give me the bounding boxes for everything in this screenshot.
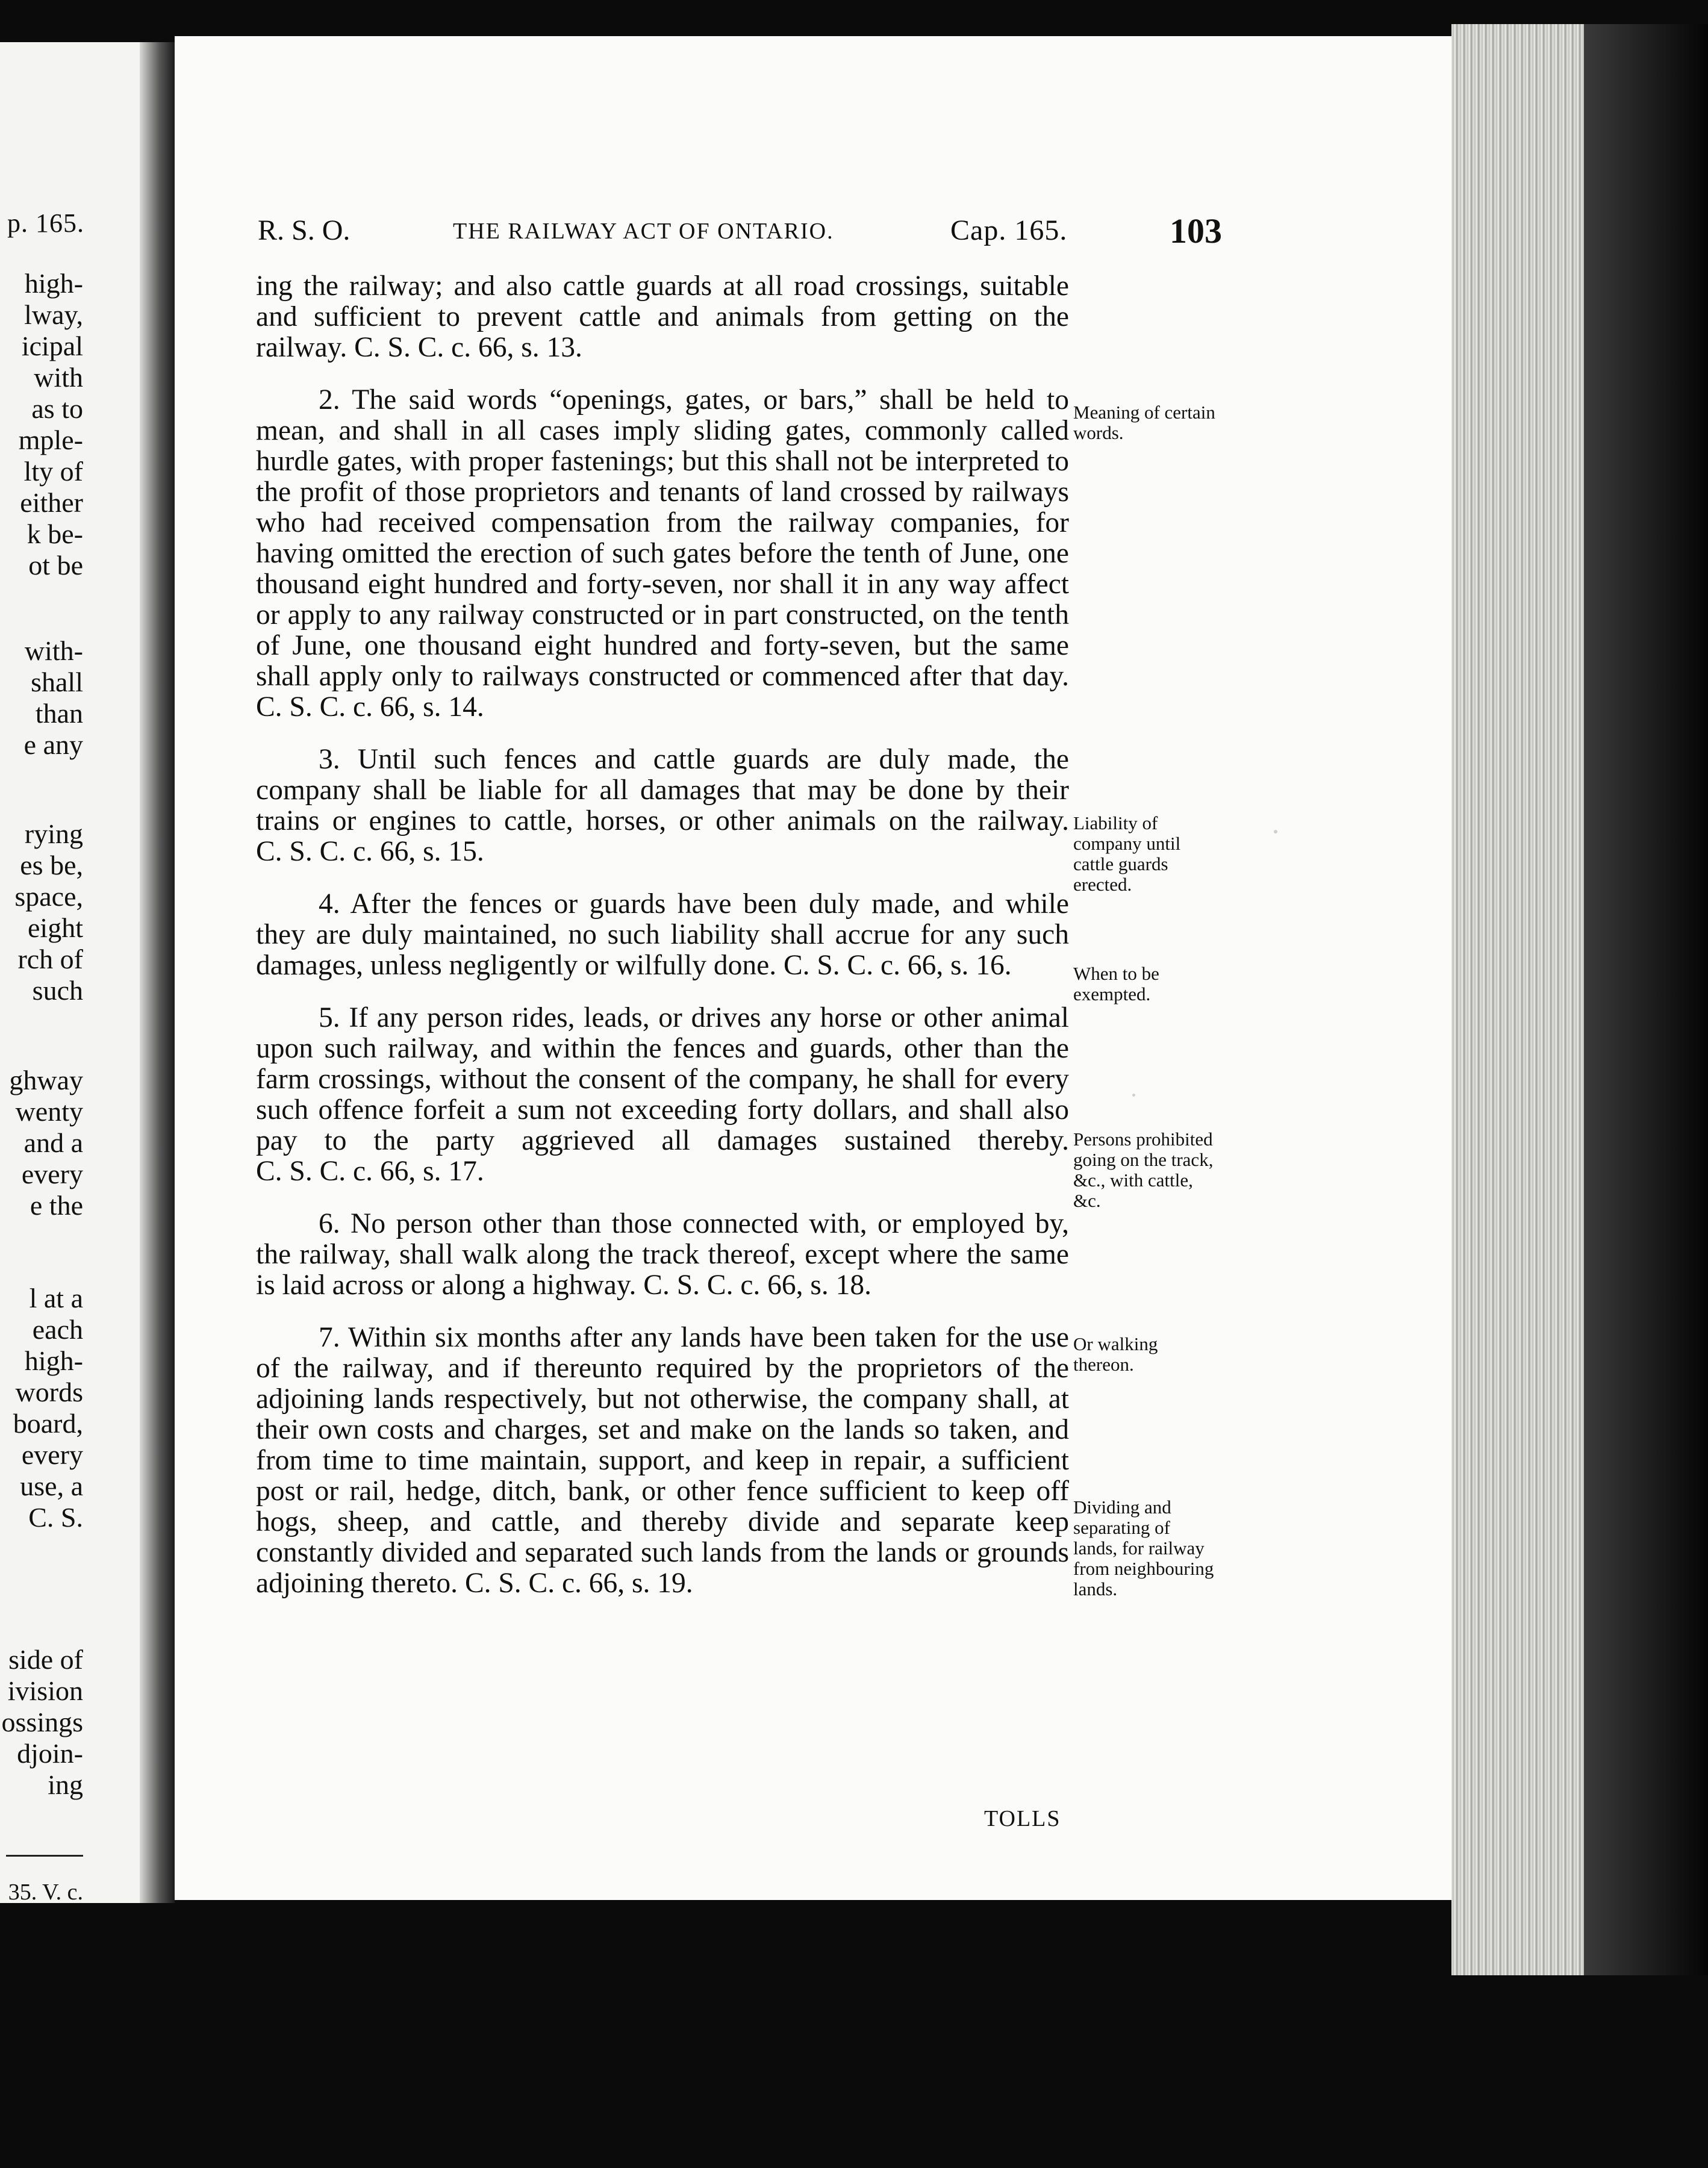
previous-page-line: such xyxy=(32,975,83,1006)
previous-page-line: mple- xyxy=(18,425,83,455)
previous-page-line: e the xyxy=(30,1190,83,1221)
previous-page-line: ing xyxy=(48,1769,83,1800)
previous-page-line: use, a xyxy=(20,1471,83,1501)
statute-citation: C. S. C. c. 66, s. 15. xyxy=(256,836,484,867)
previous-page-line: space, xyxy=(14,881,83,912)
previous-page-line: rying xyxy=(24,818,83,849)
margin-note-exemption: When to be exempted. xyxy=(1073,963,1159,1005)
body-text xyxy=(256,271,1069,1599)
running-head-chapter: Cap. 165. xyxy=(950,214,1068,246)
section-paragraph xyxy=(256,1003,1069,1187)
previous-page-line: with- xyxy=(24,635,83,666)
previous-page-line: es be, xyxy=(20,850,83,880)
previous-page-line: every xyxy=(21,1159,83,1189)
section-paragraph xyxy=(256,1322,1069,1599)
paragraph-text: 6. No person other than those connected with, or employed by, the railway, shall walk along the track thereof, except where the same is laid across or along a highway. xyxy=(256,1208,1069,1301)
section-paragraph xyxy=(256,271,1069,363)
paragraph-text: 2. The said words “openings, gates, or bars,” shall be held to mean, and shall in all cases imply sliding gates, commonly called hurdle gates, with proper fastenings; but this shall not be interpreted to the profit of those proprietors and tenants of land crossed by railways who had received compensation from the railway companies, for having omitted the erection of such gates before the tenth of June, one thousand eight hundred and forty-seven, nor shall it in any way affect or apply to any railway constructed or in part constructed, on the tenth of June, one thousand eight hundred and forty-seven, but the same shall apply only to railways constructed or commenced after that day. xyxy=(256,384,1069,692)
previous-page-line: ghway xyxy=(9,1065,83,1095)
statute-citation: C. S. C. c. 66, s. 13. xyxy=(354,332,582,363)
statute-citation: C. S. C. c. 66, s. 16. xyxy=(783,950,1012,981)
section-paragraph xyxy=(256,889,1069,981)
previous-page-line: words xyxy=(15,1377,83,1407)
page-number: 103 xyxy=(1170,211,1222,251)
previous-page-line: shall xyxy=(31,667,83,697)
previous-page-line: rch of xyxy=(17,944,83,974)
previous-page-line: wenty xyxy=(15,1096,83,1127)
previous-page-line: every xyxy=(21,1439,83,1470)
previous-page-line: djoin- xyxy=(17,1738,83,1769)
previous-page-line: e any xyxy=(23,729,83,760)
previous-page-line: icipal xyxy=(21,331,83,361)
previous-page-line: than xyxy=(35,698,83,729)
paragraph-text: 5. If any person rides, leads, or drives any horse or other animal upon such railway, and within the fences and guards, other than the farm crossings, without the consent of the company, he shall for every such offence forfeit a sum not exceeding forty dollars, and shall also pay to the party aggrieved all damages sustained thereby. xyxy=(256,1002,1069,1156)
previous-page-footnote: 35. V. c. xyxy=(8,1880,83,1905)
previous-page-line: ot be xyxy=(28,550,83,581)
previous-page-line: with xyxy=(34,362,83,393)
statute-citation: C. S. C. c. 66, s. 18. xyxy=(643,1269,872,1301)
footnote-rule xyxy=(6,1855,83,1857)
previous-page-line: high- xyxy=(24,268,83,299)
paragraph-text: 7. Within six months after any lands have been taken for the use of the railway, and if thereunto required by the proprietors of the adjoining lands respectively, but not otherwise, the company shall, at their own costs and charges, set and make on the lands so taken, and from time to time maintain, support, and keep in repair, a sufficient post or rail, hedge, ditch, bank, or other fence sufficient to keep off hogs, sheep, and cattle, and thereby divide and separate keep constantly divided and separated such lands from the lands or grounds adjoining thereto. xyxy=(256,1322,1069,1599)
previous-page-line: ossings xyxy=(1,1707,83,1737)
previous-page-line: each xyxy=(32,1314,83,1345)
section-paragraph xyxy=(256,385,1069,723)
page-fore-edge xyxy=(1451,24,1584,1975)
statute-citation: C. S. C. c. 66, s. 17. xyxy=(256,1156,484,1187)
margin-note-dividing-lands: Dividing and separating of lands, for railway from neighbouring lands. xyxy=(1073,1497,1214,1600)
running-head-statute: R. S. O. xyxy=(258,214,351,246)
previous-page-line: and a xyxy=(23,1127,83,1158)
paragraph-text: 3. Until such fences and cattle guards are duly made, the company shall be liable for all damages that may be done by their trains or engines to cattle, horses, or other animals on the railway. xyxy=(256,744,1069,836)
margin-note-walking: Or walking thereon. xyxy=(1073,1333,1158,1375)
previous-page-line: lway, xyxy=(24,299,83,330)
paragraph-text: ing the railway; and also cattle guards at all road crossings, suitable and sufficient to prevent cattle and animals from getting on the railway. xyxy=(256,270,1069,363)
margin-note-persons-prohibited: Persons prohibited going on the track, &c., with cattle, &c. xyxy=(1073,1129,1214,1211)
previous-page-line: as to xyxy=(31,393,83,424)
margin-note-meaning: Meaning of certain words. xyxy=(1073,402,1215,443)
margin-note-liability: Liability of company until cattle guards erected. xyxy=(1073,812,1181,895)
previous-page-line: ivision xyxy=(7,1675,83,1706)
previous-page-line: high- xyxy=(24,1345,83,1376)
previous-page-line: l at a xyxy=(29,1283,83,1313)
previous-page-fragment xyxy=(0,42,145,1903)
statute-citation: C. S. C. c. 66, s. 14. xyxy=(256,691,484,723)
previous-page-line: lty of xyxy=(23,456,83,487)
previous-page-header: p. 165. xyxy=(7,208,84,238)
book-gutter xyxy=(140,42,175,1903)
previous-page-line: side of xyxy=(8,1644,83,1675)
previous-page-line: eight xyxy=(28,912,83,943)
previous-page-line: board, xyxy=(13,1408,83,1439)
previous-page-line: either xyxy=(20,487,83,518)
scan-speck xyxy=(1274,830,1277,833)
scan-edge-shadow xyxy=(1584,24,1708,1975)
running-head-title: THE RAILWAY ACT OF ONTARIO. xyxy=(453,219,834,244)
paragraph-text: 4. After the fences or guards have been duly made, and while they are duly maintained, no such liability shall accrue for any such damages, unless negligently or wilfully done. xyxy=(256,888,1069,981)
previous-page-line: k be- xyxy=(26,519,83,549)
section-paragraph xyxy=(256,744,1069,867)
previous-page-line: C. S. xyxy=(28,1502,83,1533)
statute-citation: C. S. C. c. 66, s. 19. xyxy=(464,1568,693,1599)
scan-speck xyxy=(1132,1094,1135,1097)
catchword: TOLLS xyxy=(984,1806,1061,1831)
section-paragraph xyxy=(256,1209,1069,1301)
